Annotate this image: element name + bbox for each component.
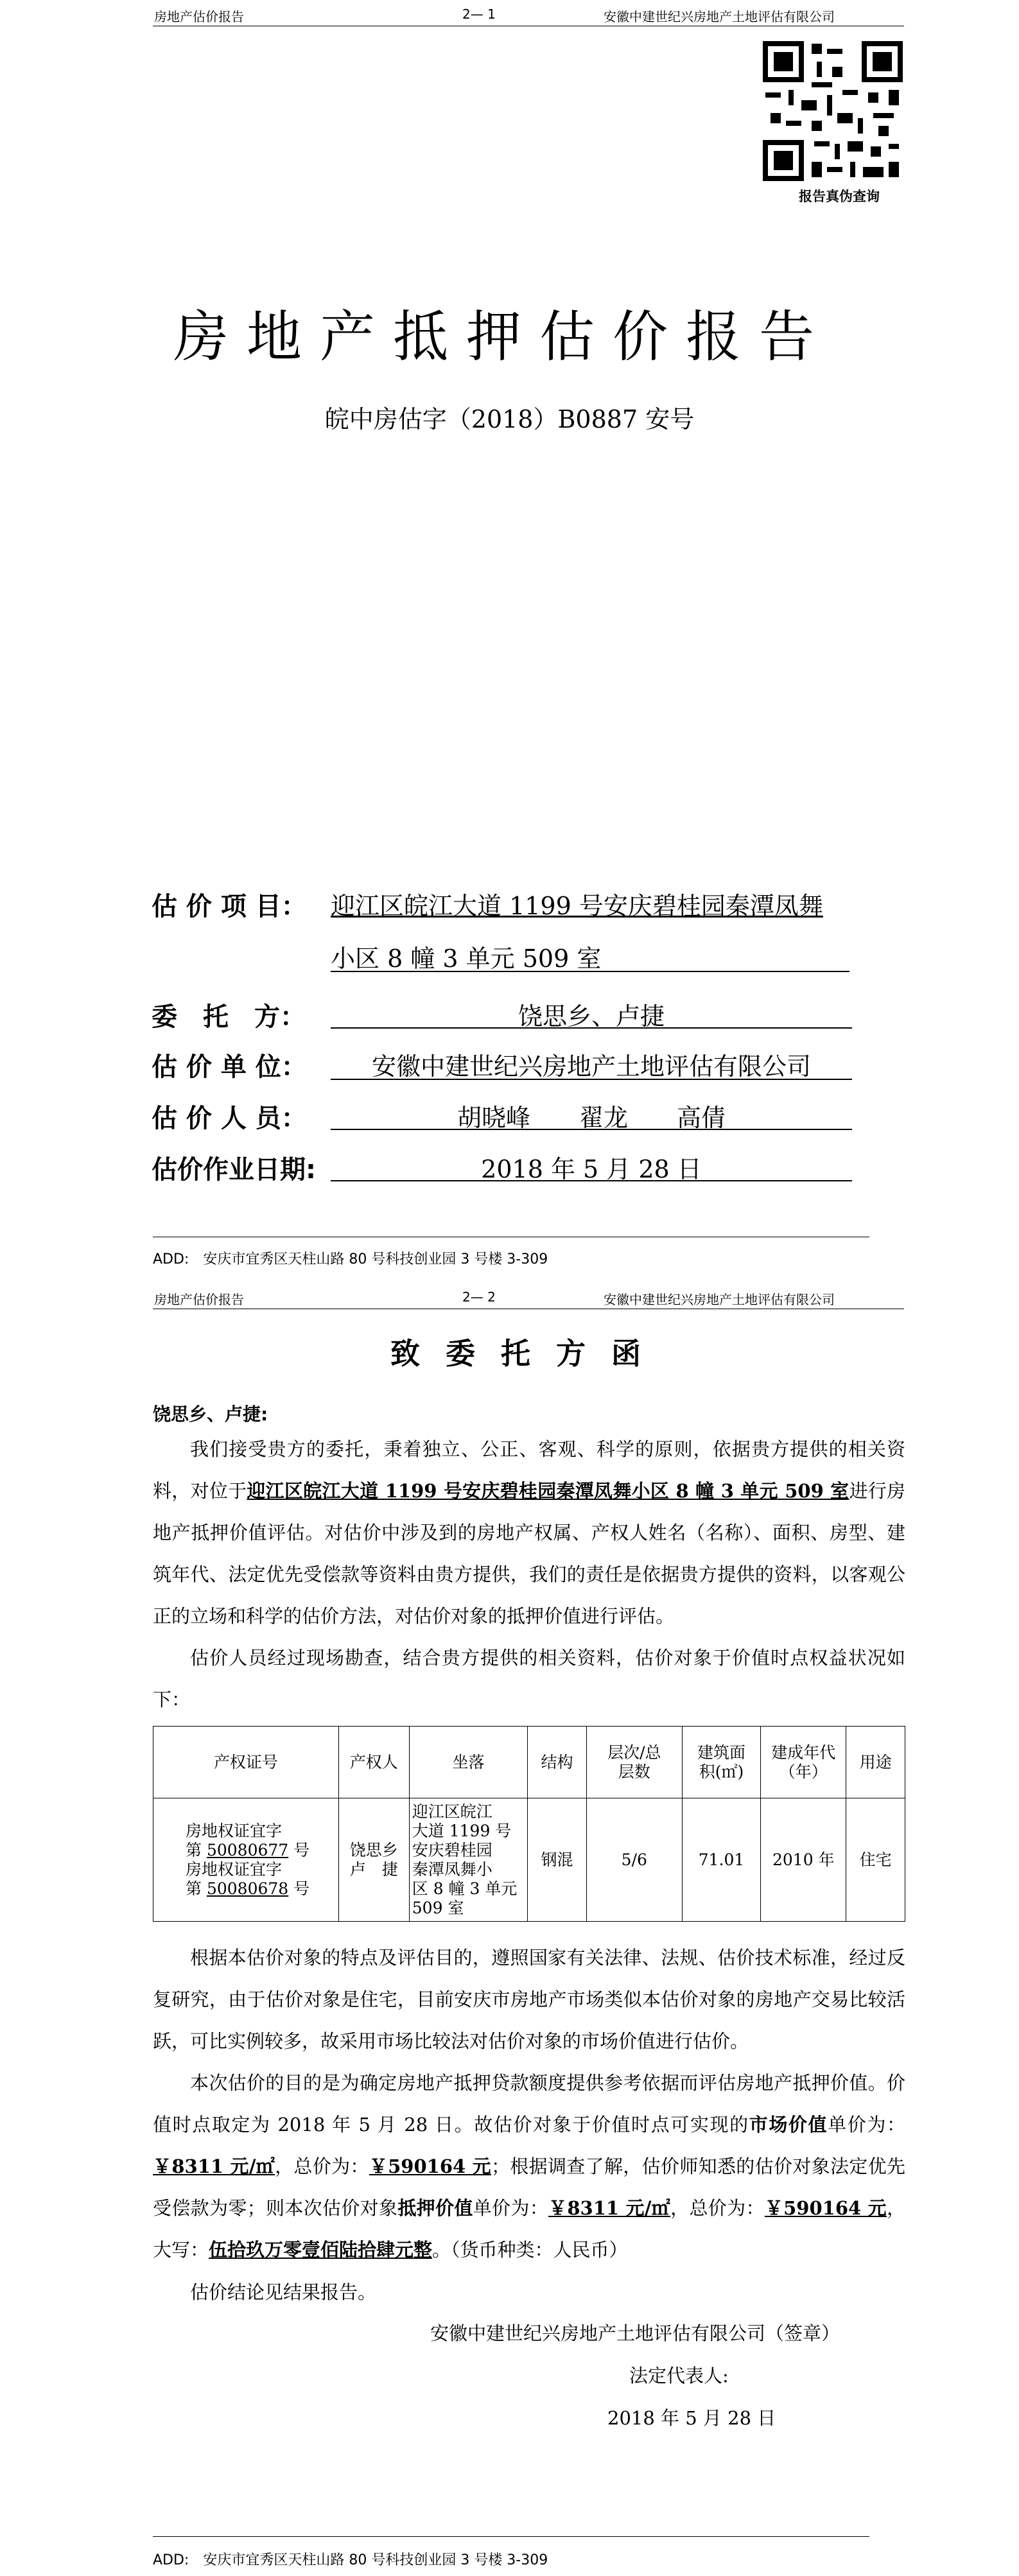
paragraph-5: 估价结论见结果报告。 — [190, 2281, 377, 2303]
col-owner: 产权人 — [338, 1727, 409, 1798]
header-left: 房地产估价报告 — [154, 9, 244, 24]
header-right: 安徽中建世纪兴房地产土地评估有限公司 — [604, 9, 835, 24]
structure-cell: 钢混 — [528, 1798, 587, 1922]
appraiser-label: 估 价 人 员： — [152, 1104, 307, 1133]
market-total-price: ￥590164 元 — [369, 2155, 491, 2177]
paragraph-4: 本次估价的目的是为确定房地产抵押贷款额度提供参考依据而评估房地产抵押价值。价值时点取定为 2018 年 5 月 28 日。故估价对象于价值时点可实现的市场价值单价为：￥8311 元/㎡，总价为：￥590164 元；根据调查了解，估价师知悉的估价对象法定优先受偿款为零；则本次估价对象抵押价值单价为：￥8311 元/㎡，总价为：￥590164 元，大写：伍拾玖万零壹佰陆拾肆元整。（货币种类：人民币） — [153, 2072, 905, 2261]
area-cell: 71.01 — [682, 1798, 761, 1922]
col-cert: 产权证号 — [153, 1727, 339, 1798]
signature-representative: 法定代表人: — [629, 2365, 729, 2387]
unit-label: 估 价 单 位： — [152, 1052, 307, 1082]
col-year: 建成年代（年） — [761, 1727, 846, 1798]
report-title: 房地产抵押估价报告 — [173, 305, 832, 369]
appraiser-value: 胡晓峰 翟龙 高倩 — [457, 1104, 726, 1132]
owner-cell: 饶思乡 卢 捷 — [338, 1798, 409, 1922]
market-unit-price: ￥8311 元/㎡ — [153, 2155, 275, 2177]
footer-rule — [153, 2536, 869, 2537]
header-page-number: 2— 1 — [462, 6, 496, 22]
signature-date: 2018 年 5 月 28 日 — [607, 2407, 776, 2429]
floor-cell: 5/6 — [586, 1798, 682, 1922]
header-page-number: 2— 2 — [462, 1289, 496, 1305]
project-value-line1: 迎江区皖江大道 1199 号安庆碧桂园秦潭凤舞 — [331, 892, 823, 920]
letter-title: 致委托方函 — [390, 1336, 666, 1371]
mortgage-unit-price: ￥8311 元/㎡ — [548, 2197, 671, 2219]
col-usage: 用途 — [846, 1727, 905, 1798]
client-label: 委 托 方： — [152, 1002, 306, 1032]
header-right: 安徽中建世纪兴房地产土地评估有限公司 — [604, 1292, 835, 1307]
property-table — [153, 1726, 905, 1922]
mortgage-total-price: ￥590164 元 — [764, 2197, 887, 2219]
col-floor: 层次/总层数 — [586, 1727, 682, 1798]
salutation: 饶思乡、卢捷: — [153, 1404, 268, 1425]
project-label: 估 价 项 目： — [152, 892, 307, 921]
footer-address: ADD: 安庆市宜秀区天柱山路 80 号科技创业园 3 号楼 3-309 — [153, 1251, 548, 1267]
project-value-line2: 小区 8 幢 3 单元 509 室 — [331, 944, 602, 973]
total-in-words: 伍拾玖万零壹佰陆拾肆元整 — [209, 2239, 433, 2261]
cert-cell: 房地权证宜字 第 50080677 号 房地权证宜字 第 50080678 号 — [153, 1798, 339, 1922]
qr-caption: 报告真伪查询 — [799, 189, 880, 204]
client-value: 饶思乡、卢捷 — [518, 1002, 665, 1031]
year-cell: 2010 年 — [761, 1798, 846, 1922]
date-value: 2018 年 5 月 28 日 — [481, 1155, 702, 1183]
col-area: 建筑面积(㎡) — [682, 1727, 761, 1798]
table-header-row — [153, 1727, 905, 1798]
usage-cell: 住宅 — [846, 1798, 905, 1922]
table-row — [153, 1798, 905, 1922]
unit-value: 安徽中建世纪兴房地产土地评估有限公司 — [371, 1052, 811, 1081]
col-structure: 结构 — [528, 1727, 587, 1798]
report-number: 皖中房估字（2018）B0887 安号 — [324, 405, 695, 433]
signature-company: 安徽中建世纪兴房地产土地评估有限公司（签章） — [430, 2322, 840, 2344]
footer-address: ADD: 安庆市宜秀区天柱山路 80 号科技创业园 3 号楼 3-309 — [153, 2552, 548, 2568]
date-label: 估价作业日期: — [152, 1155, 316, 1185]
paragraph-2: 估价人员经过现场勘查，结合贵方提供的相关资料，估价对象于价值时点权益状况如下： — [153, 1647, 905, 1710]
paragraph-3: 根据本估价对象的特点及评估目的，遵照国家有关法律、法规、估价技术标准，经过反复研究，由于估价对象是住宅，目前安庆市房地产市场类似本估价对象的房地产交易比较活跃，可比实例较多，故采用市场比较法对估价对象的市场价值进行估价。 — [153, 1947, 905, 2052]
property-address: 迎江区皖江大道 1199 号安庆碧桂园秦潭凤舞小区 8 幢 3 单元 509 室 — [247, 1480, 849, 1502]
paragraph-1: 我们接受贵方的委托，秉着独立、公正、客观、科学的原则，依据贵方提供的相关资料，对位于迎江区皖江大道 1199 号安庆碧桂园秦潭凤舞小区 8 幢 3 单元 509 室进行房地产抵押价值评估。对估价中涉及到的房地产权属、产权人姓名（名称）、面积、房型、建筑年代、法定优先受偿款等资料由贵方提供，我们的责任是依据贵方提供的资料，以客观公正的立场和科学的估价方法，对估价对象的抵押价值进行评估。 — [153, 1438, 905, 1627]
col-location: 坐落 — [409, 1727, 527, 1798]
header-left: 房地产估价报告 — [154, 1292, 244, 1307]
location-cell: 迎江区皖江 大道 1199 号 安庆碧桂园 秦潭凤舞小 区 8 幢 3 单元 509 室 — [409, 1798, 527, 1922]
qr-code-icon[interactable] — [763, 41, 903, 181]
